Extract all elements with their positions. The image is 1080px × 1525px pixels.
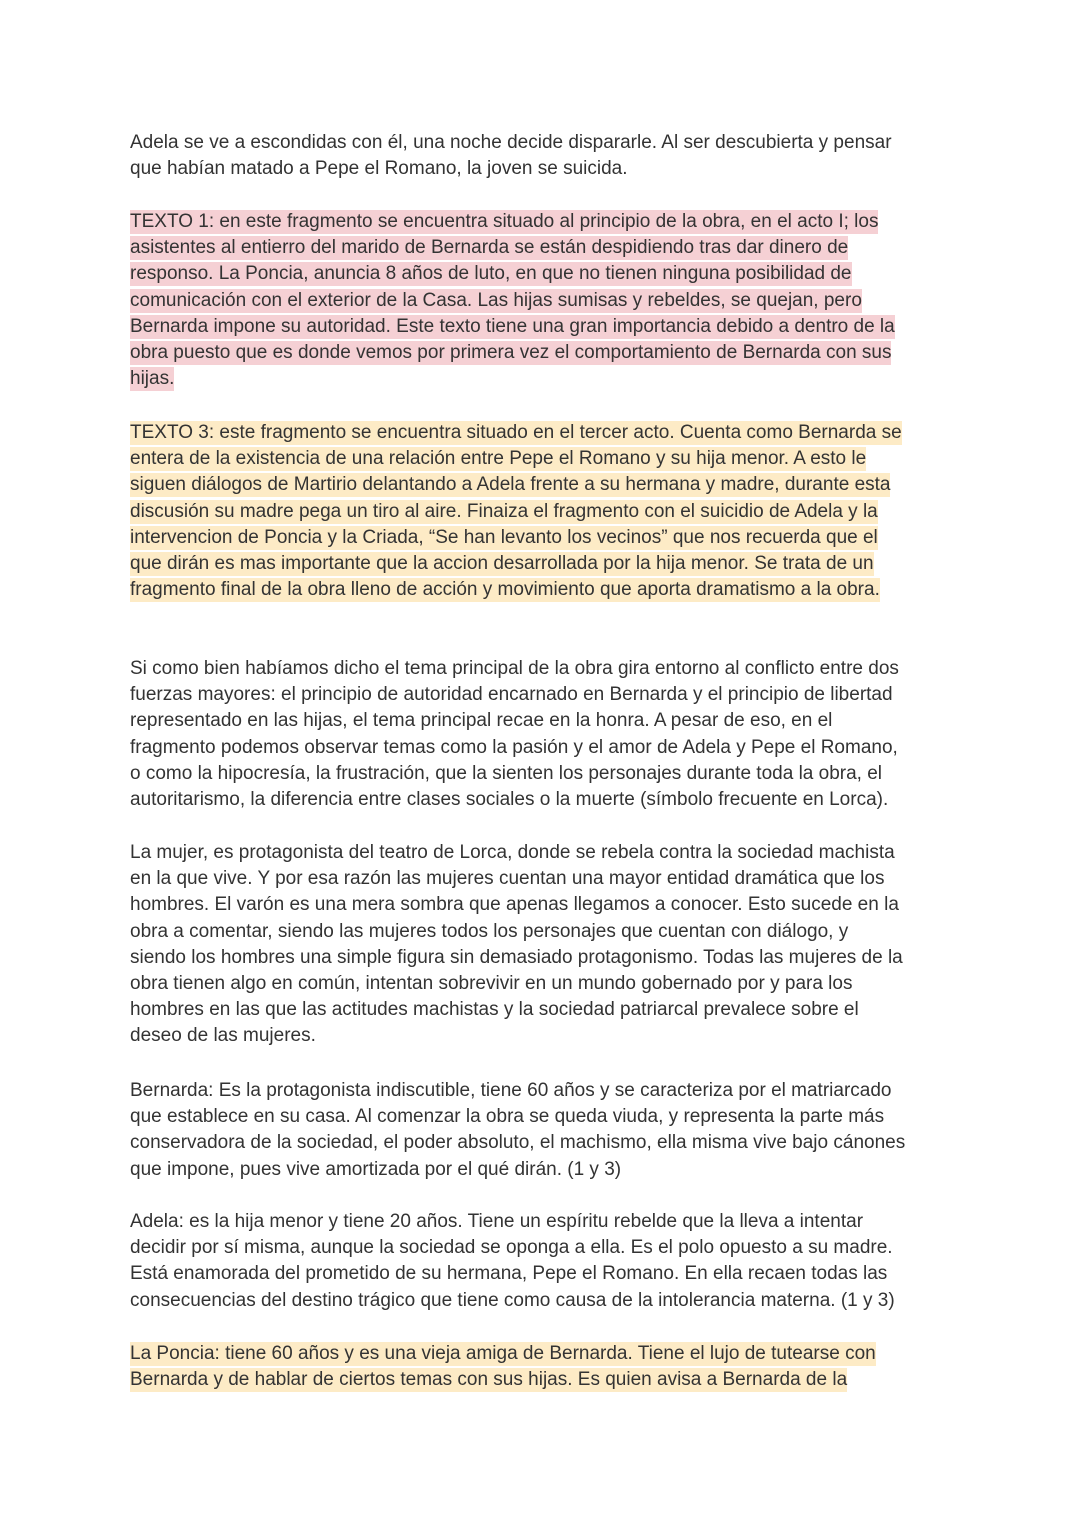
text-line: deseo de las mujeres. xyxy=(130,1025,316,1047)
text-line: que impone, pues vive amortizada por el qué dirán. (1 y 3) xyxy=(130,1158,622,1180)
highlighted-text-line: entera de la existencia de una relación entre Pepe el Romano y su hija menor. A esto le xyxy=(130,448,867,470)
text-line: Si como bien habíamos dicho el tema principal de la obra gira entorno al conflicto entre dos xyxy=(130,658,899,679)
text-line: consecuencias del destino trágico que tiene como causa de la intolerancia materna. (1 y 3) xyxy=(130,1289,895,1311)
paragraph-la-mujer xyxy=(130,840,960,1050)
text-line: decidir por sí misma, aunque la sociedad se oponga a ella. Es el polo opuesto a su madre. xyxy=(130,1237,893,1259)
text-line: o como la hipocresía, la frustración, que la sienten los personajes durante toda la obra, el xyxy=(130,762,883,784)
text-line: obra a comentar, siendo las mujeres todos los personajes que cuentan con diálogo, y xyxy=(130,920,849,942)
paragraph-la-poncia xyxy=(130,1341,960,1393)
text-line: hombres en las que las actitudes machistas y la sociedad patriarcal prevalece sobre el xyxy=(130,999,859,1021)
text-line: hombres. El varón es una mera sombra que apenas llegamos a conocer. Esto sucede en la xyxy=(130,894,899,916)
highlighted-text-line: Bernarda y de hablar de ciertos temas con sus hijas. Es quien avisa a Bernarda de la xyxy=(130,1369,848,1391)
text-line: Adela se ve a escondidas con él, una noche decide dispararle. Al ser descubierta y pensar xyxy=(130,132,892,153)
highlighted-text-line: hijas. xyxy=(130,368,175,390)
highlighted-text-line: TEXTO 3: este fragmento se encuentra situado en el tercer acto. Cuenta como Bernarda se xyxy=(130,422,902,443)
text-line: fuerzas mayores: el principio de autoridad encarnado en Bernarda y el principio de libertad xyxy=(130,684,893,706)
highlighted-text-line: responso. La Poncia, anuncia 8 años de luto, en que no tienen ninguna posibilidad de xyxy=(130,263,852,285)
highlighted-text-line: fragmento final de la obra lleno de acción y movimiento que aporta dramatismo a la obra. xyxy=(130,579,880,601)
paragraph-texto-3 xyxy=(130,420,960,603)
text-line: Bernarda: Es la protagonista indiscutible, tiene 60 años y se caracteriza por el matriarcado xyxy=(130,1080,892,1101)
text-line: que habían matado a Pepe el Romano, la joven se suicida. xyxy=(130,158,628,180)
text-line: conservadora de la sociedad, el poder absoluto, el machismo, ella misma vive bajo cánones xyxy=(130,1132,906,1154)
highlighted-text-line: que dirán es mas importante que la accion desarrollada por la hija menor. Se trata de un xyxy=(130,553,874,575)
highlighted-text-line: Bernarda impone su autoridad. Este texto tiene una gran importancia debido a dentro de la xyxy=(130,315,895,337)
highlighted-text-line: La Poncia: tiene 60 años y es una vieja amiga de Bernarda. Tiene el lujo de tutearse con xyxy=(130,1343,876,1364)
paragraph-tema-principal xyxy=(130,656,960,813)
text-line: representado en las hijas, el tema principal recae en la honra. A pesar de eso, en el xyxy=(130,710,833,732)
paragraph-adela xyxy=(130,1209,960,1314)
text-line: que establece en su casa. Al comenzar la obra se queda viuda, y representa la parte más xyxy=(130,1106,885,1128)
paragraph-bernarda xyxy=(130,1078,960,1183)
text-line: Está enamorada del prometido de su hermana, Pepe el Romano. En ella recaen todas las xyxy=(130,1263,888,1285)
highlighted-text-line: siguen diálogos de Martirio delantando a Adela frente a su hermana y madre, durante esta xyxy=(130,474,891,496)
text-line: autoritarismo, la diferencia entre clases sociales o la muerte (símbolo frecuente en Lorca). xyxy=(130,789,889,811)
text-line: en la que vive. Y por esa razón las mujeres cuentan una mayor entidad dramática que los xyxy=(130,868,885,890)
highlighted-text-line: obra puesto que es donde vemos por primera vez el comportamiento de Bernarda con sus xyxy=(130,342,892,364)
highlighted-text-line: TEXTO 1: en este fragmento se encuentra situado al principio de la obra, en el acto I; los xyxy=(130,211,879,232)
text-line: fragmento podemos observar temas como la pasión y el amor de Adela y Pepe el Romano, xyxy=(130,736,898,758)
text-line: siendo los hombres una simple figura sin demasiado protagonismo. Todas las mujeres de la xyxy=(130,946,903,968)
highlighted-text-line: discusión su madre pega un tiro al aire. Finaiza el fragmento con el suicidio de Adela y la xyxy=(130,500,878,522)
highlighted-text-line: comunicación con el exterior de la Casa. Las hijas sumisas y rebeldes, se quejan, pero xyxy=(130,289,862,311)
text-line: La mujer, es protagonista del teatro de Lorca, donde se rebela contra la sociedad machista xyxy=(130,842,895,863)
text-line: obra tienen algo en común, intentan sobrevivir en un mundo gobernado por y para los xyxy=(130,973,853,995)
text-line: Adela: es la hija menor y tiene 20 años. Tiene un espíritu rebelde que la lleva a intentar xyxy=(130,1211,864,1232)
highlighted-text-line: intervencion de Poncia y la Criada, “Se han levanto los vecinos” que nos recuerda que el xyxy=(130,526,878,548)
highlighted-text-line: asistentes al entierro del marido de Bernarda se están despidiendo tras dar dinero de xyxy=(130,237,849,259)
paragraph-texto-1 xyxy=(130,209,960,392)
paragraph-adela-escape xyxy=(130,130,960,182)
